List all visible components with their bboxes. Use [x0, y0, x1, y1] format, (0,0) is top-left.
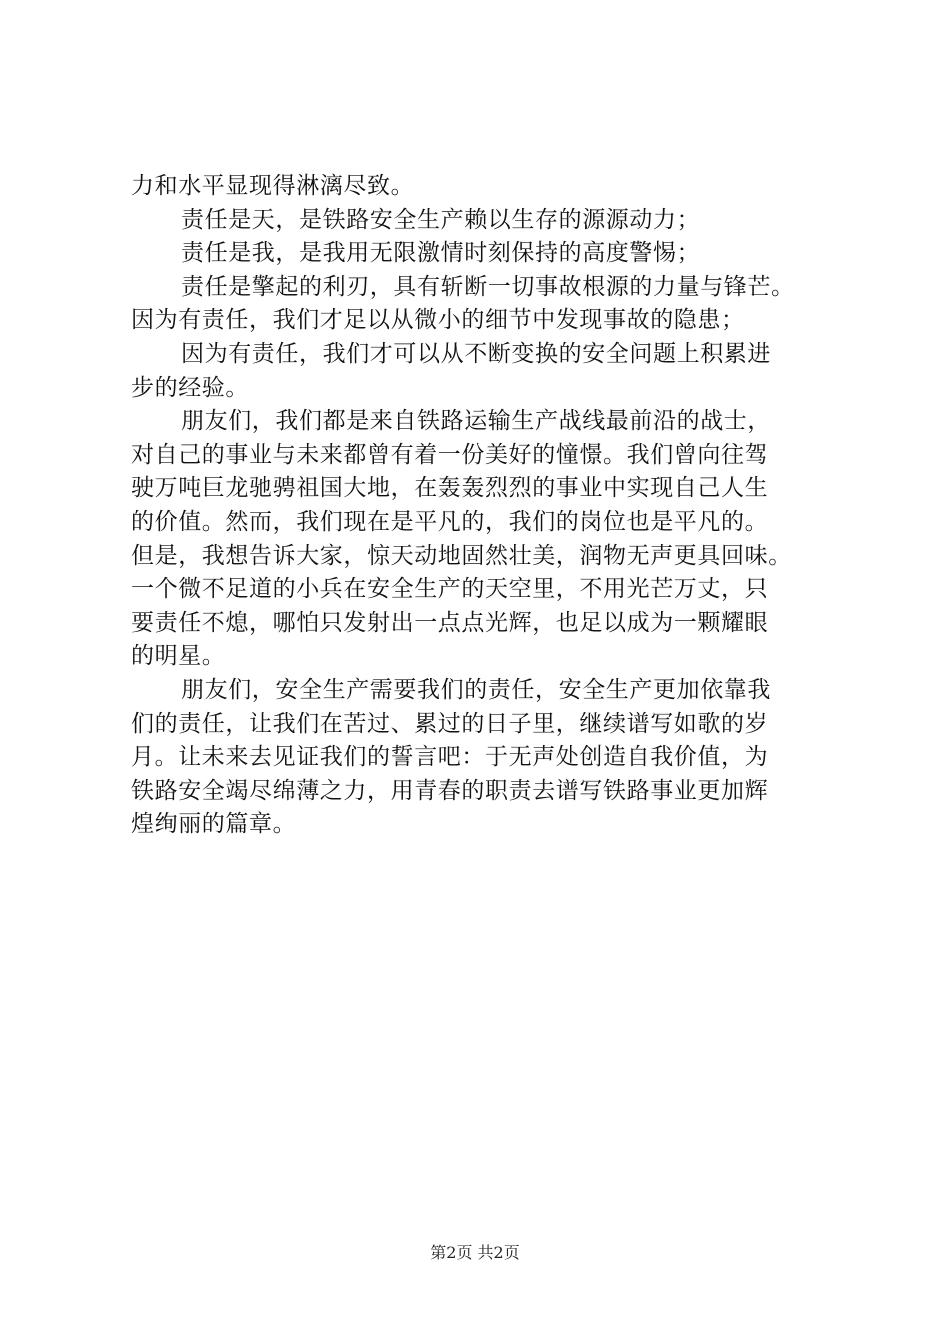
page-number-footer: 第2页 共2页 [430, 1243, 520, 1262]
text-line: 煌绚丽的篇章。 [131, 811, 297, 838]
text-line: 因为有责任，我们才可以从不断变换的安全问题上积累进 [181, 340, 771, 367]
text-line: 月。让未来去见证我们的誓言吧：于无声处创造自我价值，为 [131, 744, 769, 771]
text-line: 力和水平显现得淋漓尽致。 [131, 173, 415, 199]
text-line: 的价值。然而，我们现在是平凡的，我们的岗位也是平凡的。 [131, 508, 769, 535]
text-line: 朋友们，安全生产需要我们的责任，安全生产更加依靠我 [181, 676, 771, 703]
text-line: 们的责任，让我们在苦过、累过的日子里，继续谱写如歌的岁 [131, 710, 769, 737]
document-body [131, 170, 851, 842]
text-line: 朋友们，我们都是来自铁路运输生产战线最前沿的战士， [181, 408, 771, 435]
text-line: 驶万吨巨龙驰骋祖国大地，在轰轰烈烈的事业中实现自己人生 [131, 475, 769, 502]
text-line: 铁路安全竭尽绵薄之力，用青春的职责去谱写铁路事业更加辉 [131, 777, 769, 804]
text-line: 责任是擎起的利刃，具有斩断一切事故根源的力量与锋芒。 [181, 273, 795, 300]
text-line: 的明星。 [131, 643, 226, 670]
text-line: 步的经验。 [131, 374, 249, 401]
text-line: 但是，我想告诉大家，惊天动地固然壮美，润物无声更具回味。 [131, 542, 792, 569]
text-line: 因为有责任，我们才足以从微小的细节中发现事故的隐患； [131, 307, 745, 334]
text-line: 责任是天，是铁路安全生产赖以生存的源源动力； [181, 206, 701, 233]
text-line: 要责任不熄，哪怕只发射出一点点光辉，也足以成为一颗耀眼 [131, 609, 769, 636]
text-line: 对自己的事业与未来都曾有着一份美好的憧憬。我们曾向往驾 [131, 441, 769, 468]
text-line: 责任是我，是我用无限激情时刻保持的高度警惕； [181, 240, 701, 267]
text-line: 一个微不足道的小兵在安全生产的天空里，不用光芒万丈，只 [131, 576, 769, 603]
